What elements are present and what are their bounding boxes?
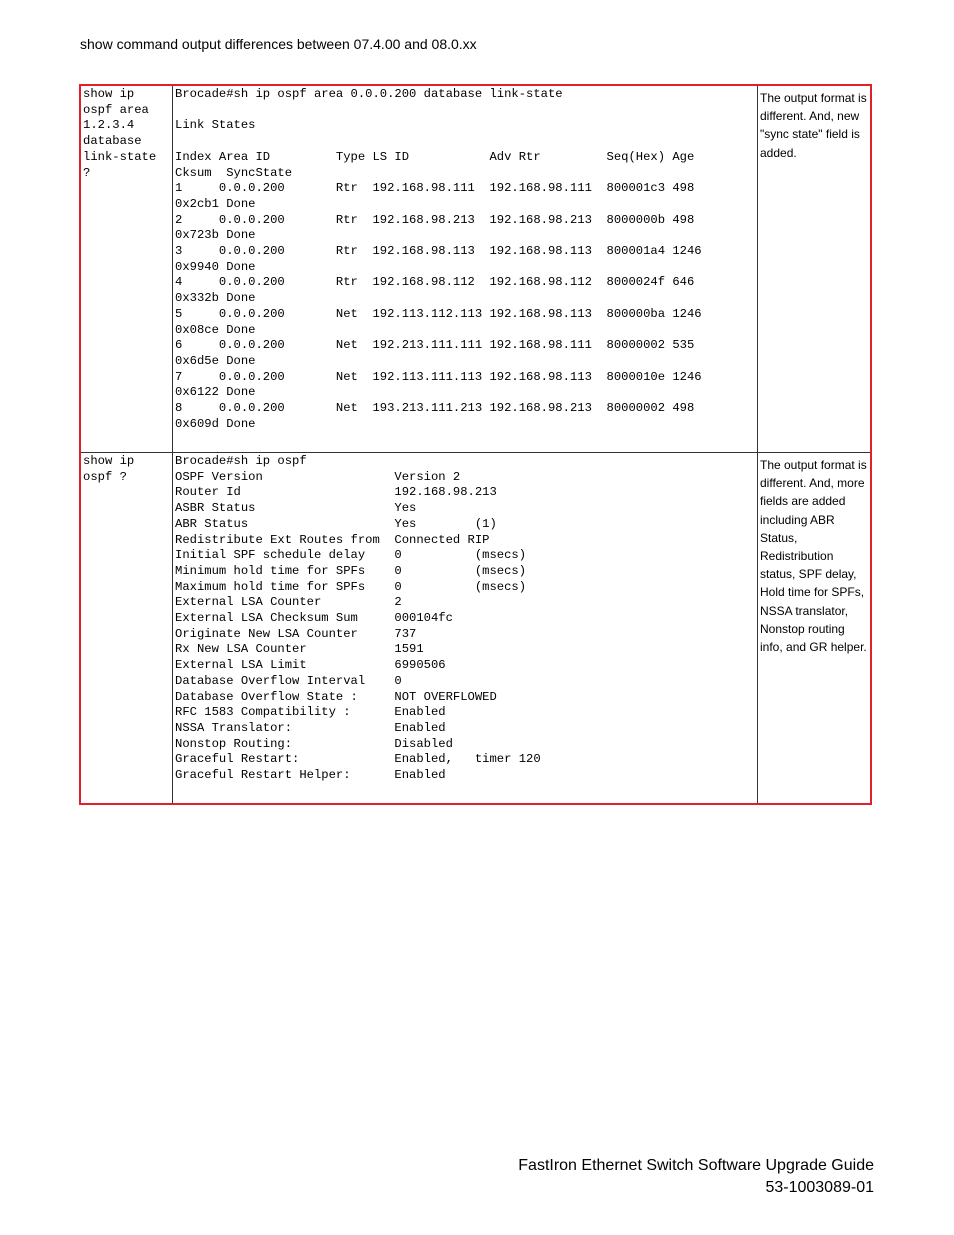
table-row: [80, 453, 871, 805]
command-output: Brocade#sh ip ospf area 0.0.0.200 database link-state Link States Index Area ID Type LS ID Adv Rtr Seq(Hex) Age Cksum SyncState 1 0.0.0.200 Rtr 192.168.98.111 192.168.98.111 800001c3 498 0x2cb1 Done 2 0.0.0.200 Rtr 192.168.98.213 192.168.98.213 8000000b 498 0x723b Done 3 0.0.0.200 Rtr 192.168.98.113 192.168.98.113 800001a4 1246 0x9940 Done 4 0.0.0.200 Rtr 192.168.98.112 192.168.98.112 8000024f 646 0x332b Done 5 0.0.0.200 Net 192.113.112.113 192.168.98.113 800000ba 1246 0x08ce Done 6 0.0.0.200 Net 192.213.111.111 192.168.98.111 80000002 535 0x6d5e Done 7 0.0.0.200 Net 192.113.111.113 192.168.98.113 8000010e 1246 0x6122 Done 8 0.0.0.200 Net 193.213.111.213 192.168.98.213 80000002 498 0x609d Done: [175, 87, 702, 431]
output-cell: [173, 453, 758, 805]
difference-note: The output format is different. And, more fields are added including ABR Status, Redistribution status, SPF delay, Hold time for SPFs, NSSA translator, Nonstop routing info, and GR helper.: [760, 458, 867, 655]
command-cell: [80, 453, 173, 805]
document-number: 53-1003089-01: [765, 1179, 874, 1196]
note-cell: [758, 453, 872, 805]
command-text: show ip ospf area 1.2.3.4 database link-state ?: [83, 87, 157, 180]
page-header: show command output differences between 07.4.00 and 08.0.xx: [80, 36, 477, 52]
output-cell: [173, 85, 758, 453]
difference-note: The output format is different. And, new "sync state" field is added.: [760, 91, 867, 160]
command-output: Brocade#sh ip ospf OSPF Version Version 2 Router Id 192.168.98.213 ASBR Status Yes ABR Status Yes (1) Redistribute Ext Routes from Connected RIP Initial SPF schedule delay 0 (msecs) Minimum hold time for SPFs 0 (msecs) Maximum hold time for SPFs 0 (msecs) External LSA Counter 2 External LSA Checksum Sum 000104fc Originate New LSA Counter 737 Rx New LSA Counter 1591 External LSA Limit 6990506 Database Overflow Interval 0 Database Overflow State : NOT OVERFLOWED RFC 1583 Compatibility : Enabled NSSA Translator: Enabled Nonstop Routing: Disabled Graceful Restart: Enabled, timer 120 Graceful Restart Helper: Enabled: [175, 454, 541, 783]
table-row: [80, 85, 871, 453]
command-differences-table: [79, 84, 872, 805]
note-cell: [758, 85, 872, 453]
command-text: show ip ospf ?: [83, 454, 135, 484]
command-cell: [80, 85, 173, 453]
page-footer: [518, 1155, 874, 1199]
guide-title: FastIron Ethernet Switch Software Upgrade Guide: [518, 1157, 874, 1174]
